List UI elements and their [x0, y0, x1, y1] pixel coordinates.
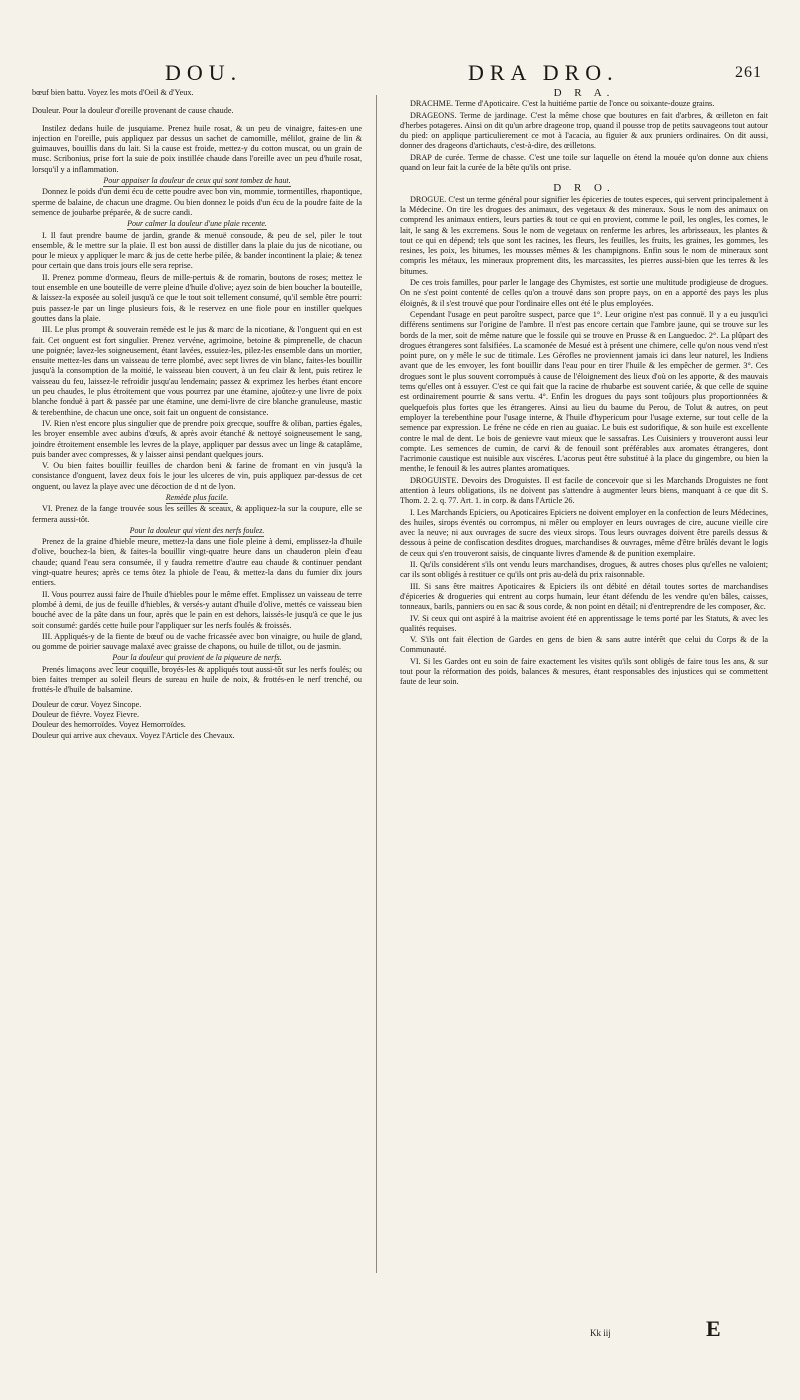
entry-droguiste: DROGUISTE. Devoirs des Droguistes. Il est facile de concevoir que si les Marchands Droguistes ne font attention à leurs obligations, ils ne doivent pas s'attendre à augmenter leurs biens, manquant à ce que dit S. Thom. 2. 2. q. 77. Art. 1. in corp. & dans l'Article 26. — [400, 475, 768, 506]
cross-reference: Douleur qui arrive aux chevaux. Voyez l'Article des Chevaux. — [32, 730, 235, 740]
cross-reference: Douleur de cœur. Voyez Sincope. — [32, 699, 142, 709]
paragraph: I. Les Marchands Epiciers, ou Apoticaires Epiciers ne doivent employer en la confection de leurs Médecines, des huiles, sirops éventés ou corrompus, ni mêler ou employer en leurs ouvrages de cire, aucune vieille cire avec la neuve; ni aux ouvrages de sucre des vieux sirops. Tous leurs ouvrages doivent être pareils dessus & dessous à peine de confiscation desdites drogues, marchandises & ouvrages, même d'être brûlés devant le logis de ceux qui s'en trouveront saisis, de cinquante livres d'amende & de punition exemplaire. — [400, 507, 768, 558]
paragraph: I. Il faut prendre baume de jardin, grande & menuë consoude, & peu de sel, piler le tout ensemble, & le mettre sur la plaie. Il est bon aussi de distiller dans la plaie du jus de nicotiane, ou pour le mieux y appliquer le marc & jus de cette herbe pilée, & bander incontinent la plaie; & tenez pour certain que dans trois jours elle sera reprise. — [32, 230, 362, 271]
catchword: E — [706, 1316, 721, 1341]
subheading: Pour calmer la douleur d'une plaie recente. — [127, 219, 267, 229]
subheading: Pour la douleur qui vient des nerfs foulez. — [129, 525, 265, 535]
page-number: 261 — [735, 64, 762, 81]
paragraph: III. Si sans être maitres Apoticaires & Epiciers ils ont débité en détail toutes sortes de marchandises d'épiceries & drogueries qui entrent au corps humain, leur étant défendu de les vendre qu'en bâles, caisses, tonneaux, barils, panniers ou en sac & sous corde, & non point en détail; ni d'entreprendre de les composer, &c. — [400, 581, 768, 612]
paragraph: Donnez le poids d'un demi écu de cette poudre avec bon vin, mommie, tormentilles, rhapontique, sperme de balaine, de chacun une dragme. Ou bien donnez le poids d'un écu de la poudre faite de la semence de joubarbe préparée, & de sucre candi. — [32, 187, 362, 217]
right-column — [400, 88, 768, 689]
paragraph: Instilez dedans huile de jusquiame. Prenez huile rosat, & un peu de vinaigre, faites-en une injection en l'oreille, puis appliquez par dessus un sachet de camomille, mélilot, graine de lin & guimauves, bouillis dans du lait. Si la cause est froide, mettez-y du cotton muscat, ou un grain de musc. Scribonius, prise fort la suie de poix instillée chaude dans l'oreille avec un peu d'huile rosat, lorsqu'il y a inflammation. — [32, 123, 362, 174]
paragraph: III. Le plus prompt & souverain remède est le jus & marc de la nicotiane, & l'onguent qui en est fait. Cet onguent est fort singulier. Prenez vervéne, agrimoine, betoine & pimprenelle, de chacun une poignée; lavez-les soigneusement, étant lavées, essuiez-les, pilez-les ensemble dans un mortier, ensuite mettez-les dans un vaisseau de terre plombé, avec sept livres de vin blanc, faites-les bouillir jusqu'à la consomption de la moitié, le vaisseau bien couvert, à un feu clair & lent, puis retirez le vaisseau du feu, laissez-le refroidir jusqu'au lendemain; passez & exprimez les herbes étant encore un peu chaudes, le plus étroitement que vous pourrez par une étamine, ajoûtez-y une livre de poix blanche fonduë à part & passée par une étamine, une demi-livre de cire blanche granuleuse, mastic & terebenthine, de chacun une once, soit fait un onguent de consistance. — [32, 325, 362, 417]
cross-reference: Douleur de fiévre. Voyez Fievre. — [32, 709, 140, 719]
section-heading: D R A. — [553, 87, 615, 99]
section-heading: D R O. — [553, 182, 615, 195]
paragraph: IV. Si ceux qui ont aspiré à la maitrise avoient été en apprentissage le tems porté par les Statuts, & avec les qualités requises. — [400, 613, 768, 633]
signature-mark: Kk iij — [590, 1328, 611, 1338]
paragraph: IV. Rien n'est encore plus singulier que de prendre poix grecque, souffre & oliban, parties égales, les broyer ensemble avec aubins d'œufs, & après avoir étanché & nettoyé soigneusement le sang, joindre étroitement ensemble les levres de la playe, appliquer par dessus avec un linge & cataplâme, puis bander avec compresses, & y laisser ainsi pendant quelques jours. — [32, 418, 362, 459]
running-head-left: DOU. — [165, 60, 243, 85]
subheading: Remède plus facile. — [165, 492, 229, 502]
paragraph: V. Ou bien faites bouillir feuilles de chardon beni & farine de fromant en vin jusqu'à la consistance d'onguent, lavez deux fois le jour les ulceres de vin, puis appliquez par-dessus de cet onguent, ou lavez la playe avec une décoction de d nt de lyon. — [32, 461, 362, 491]
paragraph: III. Appliqués-y de la fiente de bœuf ou de vache fricassée avec bon vinaigre, ou huile de gland, ou gomme de poirier sauvage malaxé avec graisse de chapons, ou huile de tillot, ou de jasmin. — [32, 631, 362, 652]
entry-drap: DRAP de curée. Terme de chasse. C'est une toile sur laquelle on étend la mouée qu'on donne aux chiens quand on leur fait la curée de la bête qu'ils ont prise. — [400, 152, 768, 173]
paragraph: Prenés limaçons avec leur coquille, broyés-les & appliqués tout aussi-tôt sur les nerfs foulés; ou bien faites tremper au soleil fleurs de sureau en huile de noix, & frottés-en le nerf trenché, ou frottés-le d'huile de balsamine. — [32, 664, 362, 695]
paragraph: Cependant l'usage en peut paroître suspect, parce que 1°. Leur origine n'est pas connuë. Il y a eu jusqu'ici différens sentimens sur l'origine de l'ambre. Il n'est pas encore certain que l'ambre jaune, qui se trouve sur les bords de la mer, soit de même nature que le fossile qui se trouve en Prusse & en Languedoc. 2°. La plûpart des drogues étrangeres sont falsifiées. La scamonée de Mesué est à présent une chimere, celle qu'on nous vend n'est point pure, on y mêle le suc de titimale. Les Gérofles ne proviennent jamais ici dans leur naturel, les Indiens avant que de les envoyer, les font bouillir dans l'eau pour en tirer l'huile & les empêcher de germer. 3°. Ces drogues sont le plus souvent corrompuës à cause de l'éloignement des lieux d'où on les apporte, & des mauvais tems qu'elles ont à essuyer. C'est ce qui fait que la racine de rhubarbe est souvent cariée, & que celle de squine est ordinairement pourrie & sans vertu. 4°. Enfin les drogues du pays sont toûjours plus proportionnées & quelquefois plus fortes que les étrangeres. Ainsi au lieu du baume du Perou, de Tolut & autres, on peut employer la terebenthine pour l'usage interne, & l'huile d'hypericum pour l'usage externe, sur tout celle de la semence par expression. Le fréne ne céde en rien au guaiac. Le buis est sudorifique, & son huile est excellente contre le mal de dent. Le bois de genievre vaut mieux que le sassafras. Les Cuisiniers y trouveront aussi leur compte. Les semences de cumin, de carvi & de fenouil sont préférables aux aromates étrangeres, dont l'acrimonie caustique est nuisible aux viscéres. L'acorus peut être substitué à la place du gingembre, ou bien la menthe, le fenouil & les autres plantes aromatiques. — [400, 309, 768, 474]
paragraph: Prenez de la graine d'hieble meure, mettez-la dans une fiole pleine à demi, emplissez-la d'huile d'olive, bouchez-la bien, & faites-la bouillir vingt-quatre heure dans un chauderon plein d'eau chaude; quand l'eau sera consumée, il y faudra remettre d'autre eau chaude & continuer pendant vingt-quatre heures; après ce tems ôtez la phiole de l'eau, & mettez-la dans du fumier dix jours entiers. — [32, 537, 362, 588]
subheading: Pour la douleur qui provient de la piqueure de nerfs. — [112, 653, 282, 663]
entry-drachme: DRACHME. Terme d'Apoticaire. C'est la huitiéme partie de l'once ou soixante-douze grains. — [410, 99, 715, 109]
subheading: Pour appaiser la douleur de ceux qui sont tombez de haut. — [103, 176, 291, 186]
running-head-right: DRA DRO. — [468, 60, 619, 85]
paragraph: De ces trois familles, pour parler le langage des Chymistes, est sortie une multitude prodigieuse de drogues. On ne s'est point contenté de celles qu'on a trouvé dans son propre pays, on en a apporté des pays les plus éloignés, & il s'est trouvé que pour l'ordinaire elles ont été le plus employées. — [400, 278, 768, 308]
paragraph: V. S'ils ont fait élection de Gardes en gens de bien & sans autre intérêt que celui du Corps & de la Communauté. — [400, 635, 768, 655]
column-rule — [376, 95, 377, 1273]
left-column — [32, 88, 362, 741]
entry-drogue: DROGUE. C'est un terme général pour signifier les épiceries de toutes especes, qui servent principalement à la Médecine. On tire les drogues des animaux, des vegetaux & des mineraux. Sous le nom des animaux on comprend les animaux entiers, leurs parties & tout ce qui en provient, comme le poil, les ongles, les cornes, le lait, le sang & les excremens. Sous le nom de vegetaux on renferme les arbres, les arbrisseaux, les plantes & tout ce qui en dépend; tels que sont les racines, les fleurs, les feuilles, les fruits, les graines, les gommes, les resines, les poix, les bitumes, les mousses mêmes & les champignons. Enfin sous le nom de mineraux sont compris les métaux, les mineraux proprement dits, les marcassites, les pierres aussi-bien que les terres & les bitumes. — [400, 194, 768, 276]
entry-douleur: Douleur. Pour la douleur d'oreille provenant de cause chaude. — [32, 106, 234, 116]
paragraph: II. Vous pourrez aussi faire de l'huile d'hiebles pour le même effet. Emplissez un vaisseau de terre plombé à demi, de jus de feuille d'hiebles, & versés-y autant d'huile d'olive, mettés ce vaisseau bien bouché avec de la pâte dans un four, après que le pain en est dehors, laissés-le jusqu'à ce que le jus soit consumé: gardés cette huile pour l'appliquer sur les nerfs foulés & froissés. — [32, 589, 362, 630]
paragraph: II. Prenez pomme d'ormeau, fleurs de mille-pertuis & de romarin, boutons de roses; mettez le tout ensemble en une bouteille de verre pleine d'huile d'olive; ayez soin de bien boucher la bouteille, & laissez-la exposée au soleil jusqu'à ce que le tout soit tellement consumé, qu'il semble être pourri: puis passez-le par un linge plusieurs fois, & le reservez en une fiole pour en instiller quelques gouttes dans la plaie. — [32, 272, 362, 323]
paragraph: VI. Prenez de la fange trouvée sous les seilles & sceaux, & appliquez-la sur la coupure, elle se fermera aussi-tôt. — [32, 504, 362, 524]
paragraph: VI. Si les Gardes ont eu soin de faire exactement les visites qu'ils sont obligés de faire tous les ans, & sur tout pour la réformation des poids, balances & mesures, étant responsables des injustices qui se commettent faute de leur soin. — [400, 656, 768, 687]
paragraph: II. Qu'ils considérent s'ils ont vendu leurs marchandises, drogues, & autres choses plus qu'elles ne valoient; car ils sont obligés à restituer ce qu'ils ont pris au-delà du prix raisonnable. — [400, 560, 768, 580]
continuation-line: bœuf bien battu. Voyez les mots d'Oeil & d'Yeux. — [32, 88, 194, 97]
entry-drageons: DRAGEONS. Terme de jardinage. C'est la même chose que boutures en fait d'arbres, & œilleton en fait d'herbes potageres. Ainsi on dit qu'un arbre drageone trop, quand il pousse trop de petits sauvageons tout autour du pied: on applique particulierement ce mot à l'acacia, au figuier & aux pruniers ordinaires. On dit aussi, donner des drageons d'artichauts, c'est-à-dire, des œilletons. — [400, 110, 768, 151]
cross-reference: Douleur des hemorroïdes. Voyez Hemorroïdes. — [32, 720, 186, 730]
cross-references — [32, 700, 362, 741]
